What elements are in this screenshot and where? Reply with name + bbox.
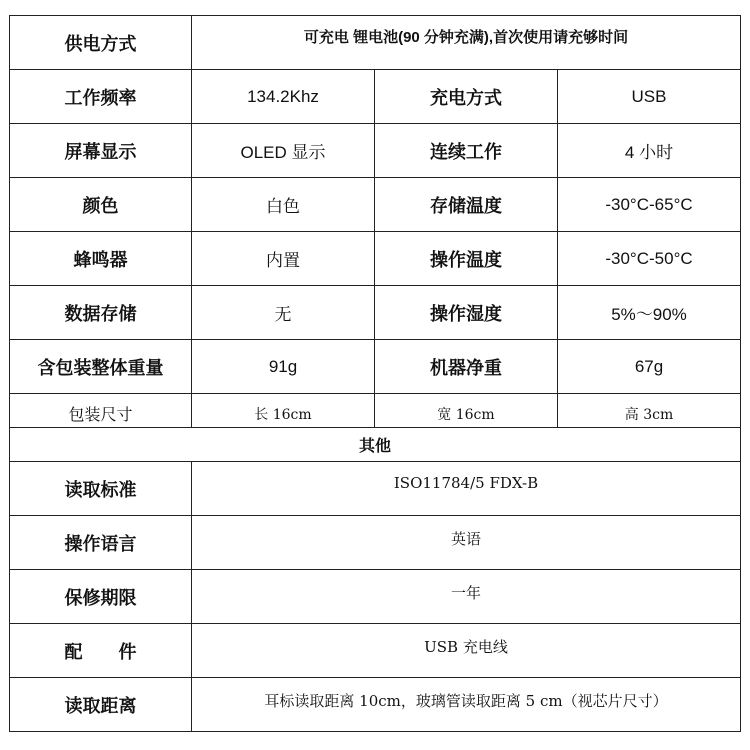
row-package-size <box>10 394 741 428</box>
frequency-value: 134.2Khz <box>192 70 375 124</box>
storage-temp-value: -30°C-65°C <box>558 178 741 232</box>
other-section-title: 其他 <box>10 428 741 462</box>
humidity-value: 5%～90% <box>558 286 741 340</box>
gross-weight-value: 91g <box>192 340 375 394</box>
charging-value: USB <box>558 70 741 124</box>
color-value: 白色 <box>192 178 375 232</box>
row-frequency <box>10 70 741 124</box>
package-width: 宽 16cm <box>375 394 558 428</box>
row-buzzer <box>10 232 741 286</box>
read-distance-value: 耳标读取距离 10cm，玻璃管读取距离 5 cm（视芯片尺寸） <box>192 678 741 732</box>
read-standard-value: ISO11784/5 FDX-B <box>192 462 741 516</box>
operating-temp-label: 操作温度 <box>375 232 558 286</box>
buzzer-label: 蜂鸣器 <box>10 232 192 286</box>
row-read-distance <box>10 678 741 732</box>
row-language <box>10 516 741 570</box>
read-standard-label: 读取标准 <box>10 462 192 516</box>
warranty-value: 一年 <box>192 570 741 624</box>
storage-temp-label: 存储温度 <box>375 178 558 232</box>
frequency-label: 工作频率 <box>10 70 192 124</box>
row-display <box>10 124 741 178</box>
package-size-label: 包装尺寸 <box>10 394 192 428</box>
power-value: 可充电 锂电池(90 分钟充满),首次使用请充够时间 <box>192 16 741 70</box>
read-distance-label: 读取距离 <box>10 678 192 732</box>
display-value: OLED 显示 <box>192 124 375 178</box>
humidity-label: 操作湿度 <box>375 286 558 340</box>
language-label: 操作语言 <box>10 516 192 570</box>
language-value: 英语 <box>192 516 741 570</box>
net-weight-value: 67g <box>558 340 741 394</box>
package-height: 高 3cm <box>558 394 741 428</box>
continuous-work-value: 4 小时 <box>558 124 741 178</box>
accessories-value: USB 充电线 <box>192 624 741 678</box>
row-power <box>10 16 741 70</box>
warranty-label: 保修期限 <box>10 570 192 624</box>
row-read-standard <box>10 462 741 516</box>
row-warranty <box>10 570 741 624</box>
display-label: 屏幕显示 <box>10 124 192 178</box>
spec-table <box>9 15 741 732</box>
gross-weight-label: 含包装整体重量 <box>10 340 192 394</box>
buzzer-value: 内置 <box>192 232 375 286</box>
row-accessories <box>10 624 741 678</box>
accessories-label: 配 件 <box>10 624 192 678</box>
row-data-storage <box>10 286 741 340</box>
charging-label: 充电方式 <box>375 70 558 124</box>
data-storage-label: 数据存储 <box>10 286 192 340</box>
color-label: 颜色 <box>10 178 192 232</box>
row-color <box>10 178 741 232</box>
net-weight-label: 机器净重 <box>375 340 558 394</box>
row-other-title <box>10 428 741 462</box>
power-label: 供电方式 <box>10 16 192 70</box>
row-weight <box>10 340 741 394</box>
operating-temp-value: -30°C-50°C <box>558 232 741 286</box>
continuous-work-label: 连续工作 <box>375 124 558 178</box>
data-storage-value: 无 <box>192 286 375 340</box>
package-length: 长 16cm <box>192 394 375 428</box>
